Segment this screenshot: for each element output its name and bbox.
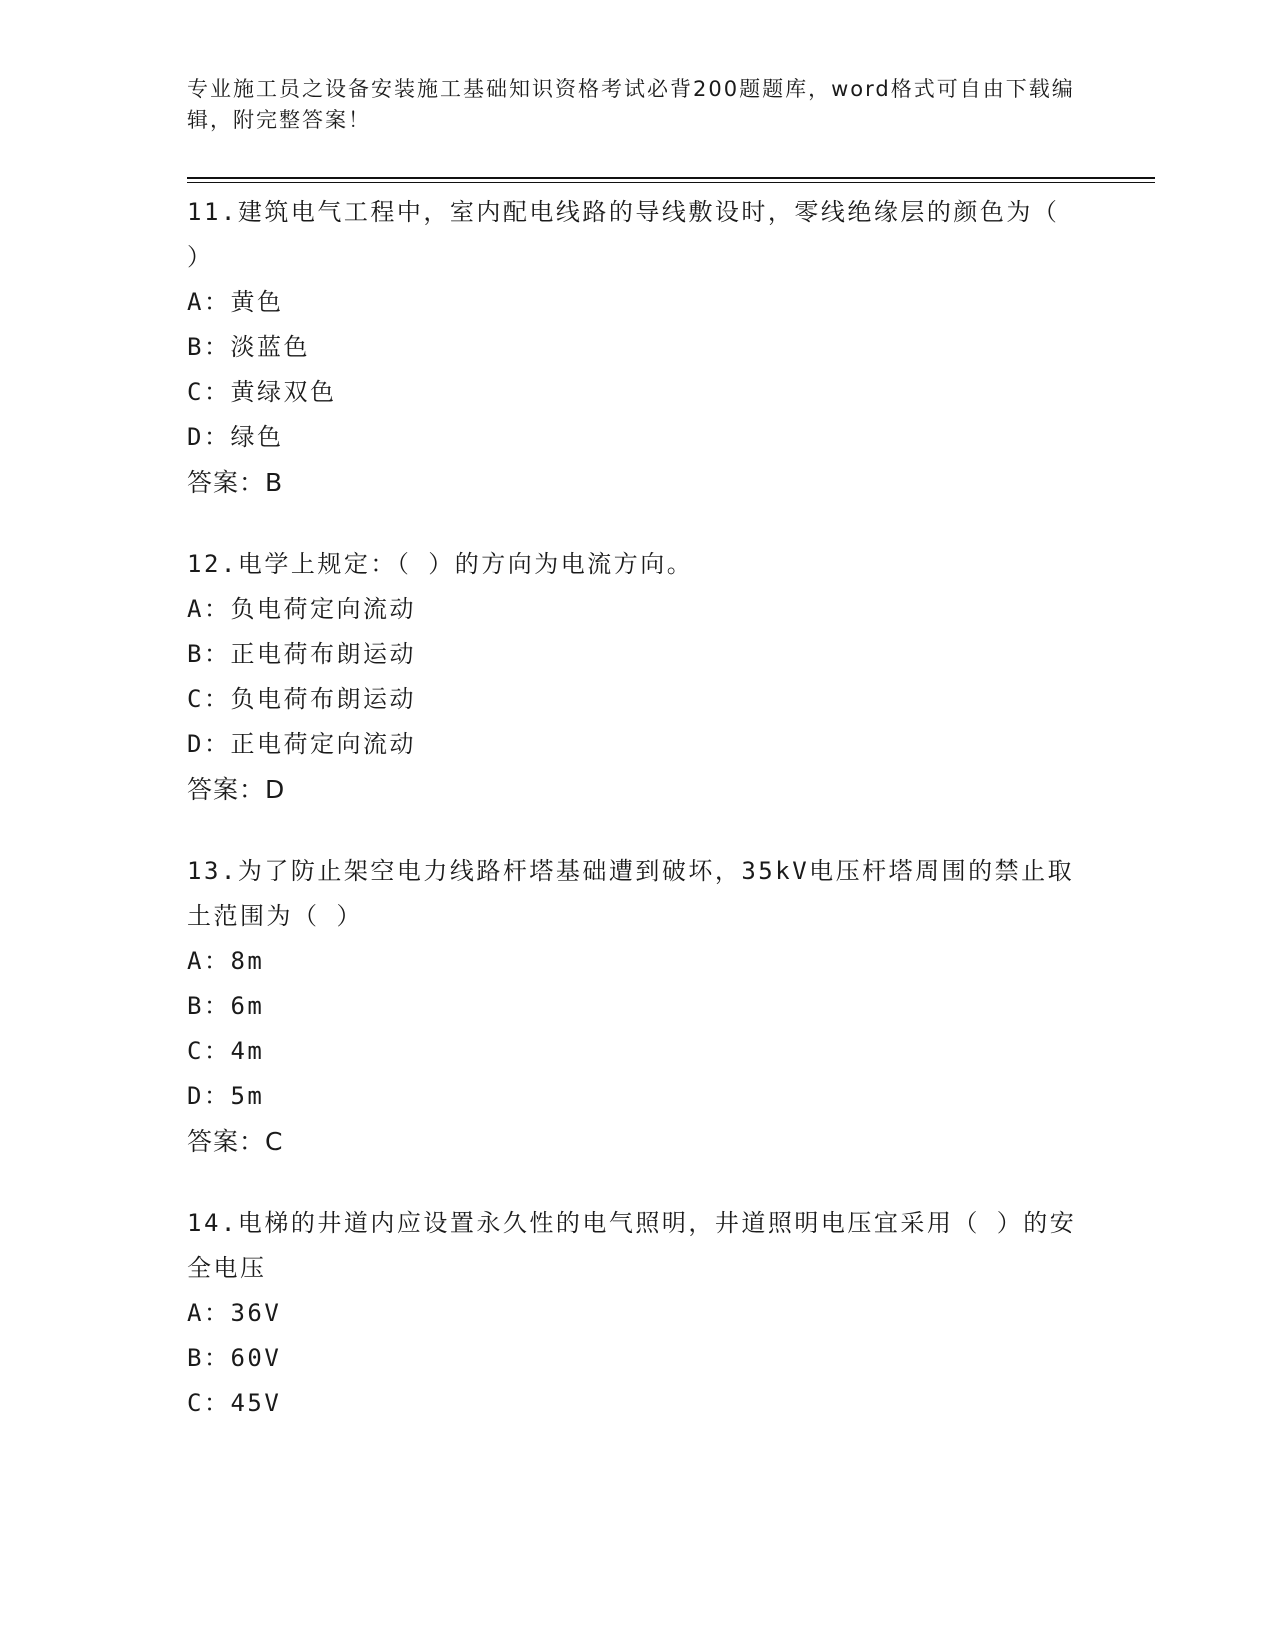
header-divider-thick xyxy=(187,177,1155,179)
question-12 xyxy=(187,542,1087,812)
question-text: 13.为了防止架空电力线路杆塔基础遭到破坏，35kV电压杆塔周围的禁止取土范围为（ ） xyxy=(187,857,1075,930)
header-divider-thin xyxy=(187,182,1155,183)
question-text: 14.电梯的井道内应设置永久性的电气照明，井道照明电压宜采用（ ）的安全电压 xyxy=(187,1209,1077,1282)
option-c: C：黄绿双色 xyxy=(187,378,337,406)
answer: 答案：D xyxy=(187,775,286,804)
question-text: 11.建筑电气工程中，室内配电线路的导线敷设时，零线绝缘层的颜色为（ ） xyxy=(187,198,1060,271)
question-13 xyxy=(187,849,1087,1164)
question-list xyxy=(187,190,1087,1463)
option-d: D：5m xyxy=(187,1082,265,1110)
option-a: A：黄色 xyxy=(187,288,284,316)
option-d: D：正电荷定向流动 xyxy=(187,730,416,758)
option-a: A：8m xyxy=(187,947,265,975)
option-b: B：淡蓝色 xyxy=(187,333,310,361)
option-a: A：负电荷定向流动 xyxy=(187,595,416,623)
option-b: B：6m xyxy=(187,992,265,1020)
option-c: C：负电荷布朗运动 xyxy=(187,685,416,713)
answer: 答案：C xyxy=(187,1127,284,1156)
option-d: D：绿色 xyxy=(187,423,284,451)
option-b: B：正电荷布朗运动 xyxy=(187,640,416,668)
option-c: C：4m xyxy=(187,1037,265,1065)
option-b: B：60V xyxy=(187,1344,282,1372)
question-11 xyxy=(187,190,1087,505)
option-a: A：36V xyxy=(187,1299,282,1327)
document-header: 专业施工员之设备安装施工基础知识资格考试必背200题题库，word格式可自由下载编辑，附完整答案！ xyxy=(187,77,1075,132)
question-14 xyxy=(187,1201,1087,1426)
question-text: 12.电学上规定：（ ）的方向为电流方向。 xyxy=(187,550,694,578)
option-c: C：45V xyxy=(187,1389,282,1417)
answer: 答案：B xyxy=(187,468,284,497)
